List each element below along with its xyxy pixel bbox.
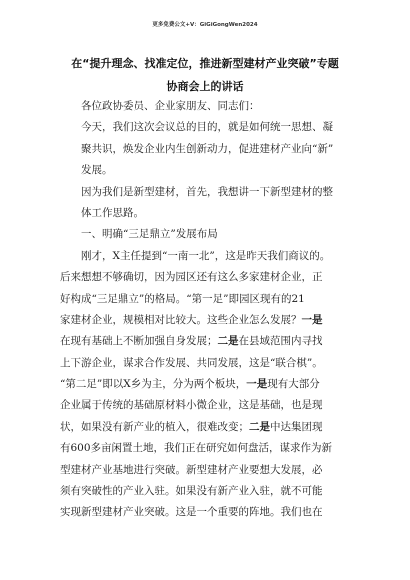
- emphasis-text: 二是: [217, 335, 239, 348]
- line-text: 在现有基础上不断加强自身发展；: [60, 335, 218, 348]
- line-text: 聚共识，焕发企业内生创新动力，促进建材产业向“新”: [81, 142, 334, 155]
- speech-body: [60, 96, 350, 524]
- text-line: [60, 139, 350, 160]
- line-text: 须有突破性的产业入驻。如果没有新产业入驻，就不可能: [60, 485, 323, 498]
- line-text: 中达集团现: [270, 420, 323, 433]
- line-text: “第二足”即以X乡为主，分为两个板块，: [60, 378, 247, 391]
- line-text: 今天，我们这次会议总的目的，就是如何统一思想、凝: [81, 121, 333, 134]
- line-text: 后来想想不够确切，因为园区还有这么多家建材企业，正: [60, 271, 323, 284]
- text-line: [60, 460, 350, 481]
- text-line: [60, 310, 350, 331]
- text-line: [60, 267, 350, 288]
- text-line: [60, 182, 350, 203]
- line-text: 家建材企业，规模相对比较大。这些企业怎么发展？: [60, 313, 302, 326]
- line-text: 一、明确“三足鼎立”发展布局: [81, 228, 218, 241]
- text-line: [60, 395, 350, 416]
- line-text: 上下游企业，谋求合作发展、共同发展，这是“联合棋”。: [60, 356, 323, 369]
- line-text: 状，如果没有新产业的植入，很难改变；: [60, 420, 249, 433]
- emphasis-text: 一是: [301, 313, 323, 326]
- header-watermark: 更多免费公文+V：GiGiGongWen2024: [152, 22, 258, 28]
- line-text: 体工作思路。: [81, 206, 144, 219]
- line-text: 各位政协委员、企业家朋友、同志们：: [81, 100, 260, 112]
- line-text: 在县域范围内寻找: [238, 335, 323, 348]
- text-line: [60, 160, 350, 181]
- emphasis-text: 二是: [249, 420, 270, 433]
- line-text: 企业属于传统的基础原材料小微企业，这是基础，也是现: [60, 399, 323, 412]
- text-line: [60, 481, 350, 502]
- line-text: 有600多亩闲置土地，我们正在研究如何盘活，谋求作为新: [60, 442, 333, 455]
- line-text: 现有大部分: [267, 378, 320, 391]
- line-text: 因为我们是新型建材，首先，我想讲一下新型建材的整: [81, 185, 333, 198]
- text-line: [60, 438, 350, 459]
- line-text: 型建材产业基地进行突破。新型建材产业要想大发展，必: [60, 463, 323, 476]
- text-line: [60, 374, 350, 395]
- title-line-1: 在“提升理念、找准定位，推进新型建材产业突破”专题: [71, 57, 339, 70]
- text-line: [60, 353, 350, 374]
- text-line: [60, 224, 350, 245]
- text-line: [60, 246, 350, 267]
- text-line: [60, 117, 350, 138]
- text-line: [60, 331, 350, 352]
- line-text: 实现新型建材产业突破。这是一个重要的阵地。我们也在: [60, 506, 323, 519]
- title-line-2: 协商会上的讲话: [166, 80, 244, 93]
- text-line: [60, 96, 350, 117]
- emphasis-text: 一是: [246, 378, 268, 391]
- text-line: [60, 502, 350, 523]
- line-text: 发展。: [81, 164, 113, 177]
- line-text: 好构成“三足鼎立”的格局。“第一足”即园区现有的21: [60, 292, 305, 305]
- text-line: [60, 289, 350, 310]
- text-line: [60, 417, 350, 438]
- text-line: [60, 203, 350, 224]
- line-text: 刚才，X主任提到“一南一北”，这是昨天我们商议的。: [81, 249, 331, 262]
